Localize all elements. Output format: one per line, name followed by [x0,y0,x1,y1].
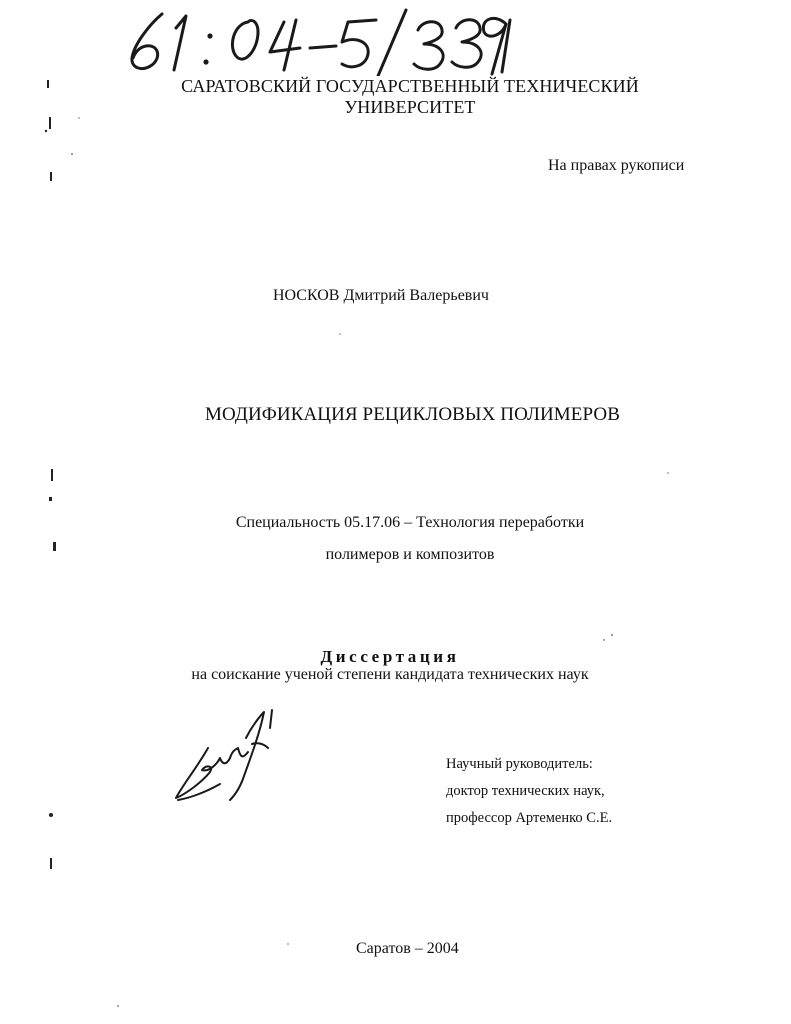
author-signature [168,708,286,808]
institution-line-1: САРАТОВСКИЙ ГОСУДАРСТВЕННЫЙ ТЕХНИЧЕСКИЙ [181,76,639,96]
specialty-block [170,507,650,571]
degree-statement: на соискание ученой степени кандидата технических наук [191,666,589,683]
city-year: Саратов – 2004 [356,940,459,957]
supervisor-degree: доктор технических наук, [446,783,605,799]
institution-name [150,76,670,118]
institution-line-2: УНИВЕРСИТЕТ [344,97,476,117]
dissertation-title: МОДИФИКАЦИЯ РЕЦИКЛОВЫХ ПОЛИМЕРОВ [205,404,620,425]
author-name: НОСКОВ Дмитрий Валерьевич [273,287,489,304]
archive-code-handwriting [122,6,512,76]
supervisor-name: профессор Артеменко С.Е. [446,810,613,826]
supervisor-label: Научный руководитель: [446,756,593,772]
dissertation-label: Диссертация [320,647,460,666]
specialty-line-1: Специальность 05.17.06 – Технология переработки [235,514,585,531]
specialty-line-2: полимеров и композитов [325,546,495,563]
supervisor-block [446,751,612,832]
rights-note: На правах рукописи [548,157,685,174]
